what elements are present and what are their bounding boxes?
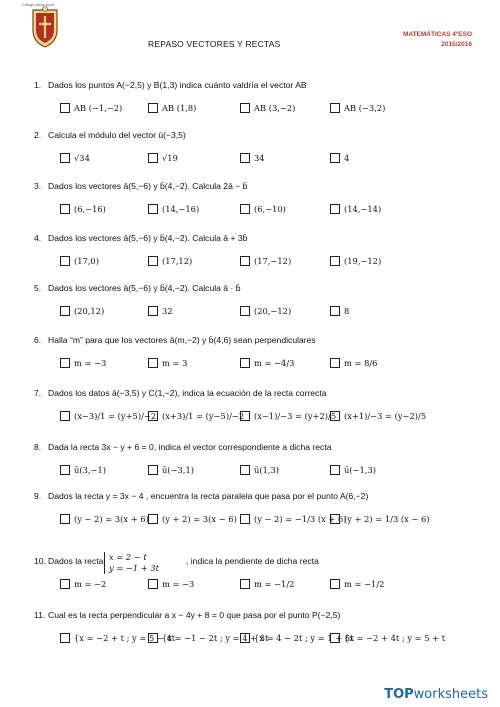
question-1 xyxy=(34,80,307,90)
answer-checkbox[interactable] xyxy=(240,358,250,368)
answer-options xyxy=(60,256,460,272)
answer-label: (y + 2) = 3(x − 6) xyxy=(162,514,237,524)
answer-checkbox[interactable] xyxy=(330,579,340,589)
answer-checkbox[interactable] xyxy=(60,153,70,163)
answer-label: 34 xyxy=(254,153,265,163)
q10-equation-x: x = 2 − t xyxy=(109,552,147,562)
q10-equation-y: y = −1 + 3t xyxy=(109,563,159,573)
question-number: 4. xyxy=(34,233,42,243)
answer-checkbox[interactable] xyxy=(240,306,250,316)
question-number: 5. xyxy=(34,283,42,293)
question-text: Dados los vectores ā(5,−6) y b̄(4,−2). Calcula ā · b̄ xyxy=(48,283,241,293)
question-9 xyxy=(34,491,368,501)
answer-option[interactable] xyxy=(148,153,178,163)
question-text: Dada la recta 3x − y + 6 = 0, indica el vector correspondiente a dicha recta xyxy=(48,442,332,452)
answer-label: m = 3 xyxy=(162,358,188,368)
answer-option[interactable] xyxy=(60,256,99,266)
school-year: 2015/2016 xyxy=(441,41,472,48)
answer-checkbox[interactable] xyxy=(240,465,250,475)
answer-options xyxy=(60,514,460,530)
answer-checkbox[interactable] xyxy=(60,579,70,589)
answer-checkbox[interactable] xyxy=(148,633,158,643)
answer-checkbox[interactable] xyxy=(240,256,250,266)
answer-label: (17,−12) xyxy=(254,256,292,266)
answer-checkbox[interactable] xyxy=(148,411,158,421)
answer-label: (17,0) xyxy=(74,256,99,266)
answer-label: (6,−10) xyxy=(254,204,286,214)
answer-option[interactable] xyxy=(240,579,294,589)
answer-option[interactable] xyxy=(330,411,426,421)
answer-label: m = −1/2 xyxy=(254,579,295,589)
answer-label: {x = −2 + t ; y = 5 − 4t xyxy=(74,633,176,643)
question-number: 3. xyxy=(34,181,42,191)
answer-options xyxy=(60,103,460,119)
answer-checkbox[interactable] xyxy=(330,306,340,316)
question-2 xyxy=(34,130,186,140)
answer-checkbox[interactable] xyxy=(240,153,250,163)
answer-option[interactable] xyxy=(240,153,265,163)
question-text: Dados los vectores ā(5,−6) y b̄(4,−2). Calcula ā + 3b̄ xyxy=(48,233,248,243)
answer-option[interactable] xyxy=(330,306,349,316)
answer-checkbox[interactable] xyxy=(148,579,158,589)
question-text: Dados los puntos A(−2,5) y B(1,3) indica cuánto valdría el vector AB xyxy=(48,80,307,90)
question-number: 1. xyxy=(34,80,42,90)
answer-option[interactable] xyxy=(240,256,291,266)
answer-option[interactable] xyxy=(60,465,106,475)
answer-label: {x = −1 − 2t ; y = 4 + 5t xyxy=(162,633,269,643)
answer-option[interactable] xyxy=(148,358,187,368)
school-crest-logo xyxy=(30,6,60,48)
answer-checkbox[interactable] xyxy=(330,465,340,475)
answer-option[interactable] xyxy=(330,465,376,475)
answer-label: ū(3,−1) xyxy=(74,465,106,475)
answer-checkbox[interactable] xyxy=(330,514,340,524)
answer-checkbox[interactable] xyxy=(60,411,70,421)
answer-label: m = −1/2 xyxy=(344,579,385,589)
answer-option[interactable] xyxy=(240,358,294,368)
answer-checkbox[interactable] xyxy=(330,153,340,163)
answer-label: (6,−16) xyxy=(74,204,106,214)
answer-checkbox[interactable] xyxy=(60,514,70,524)
answer-label: (y + 2) = 1/3 (x − 6) xyxy=(344,514,430,524)
answer-checkbox[interactable] xyxy=(330,633,340,643)
answer-label: {x = 4 − 2t ; y = 1 + 5t xyxy=(254,633,354,643)
answer-label: (x+1)/−3 = (y−2)/5 xyxy=(344,411,427,421)
question-11 xyxy=(34,610,340,620)
answer-label: ū(−3,1) xyxy=(162,465,194,475)
answer-checkbox[interactable] xyxy=(60,306,70,316)
answer-label: m = −3 xyxy=(162,579,195,589)
question-text: Halla “m” para que los vectores ā(m,−2) y b̄(4,6) sean perpendiculares xyxy=(48,335,316,345)
answer-option[interactable] xyxy=(148,514,237,524)
answer-label: 32 xyxy=(162,306,173,316)
answer-checkbox[interactable] xyxy=(148,514,158,524)
question-number: 11. xyxy=(34,610,46,620)
answer-label: √34 xyxy=(74,153,90,163)
answer-label: (14,−16) xyxy=(162,204,200,214)
answer-options xyxy=(60,306,460,322)
question-3 xyxy=(34,181,247,191)
answer-checkbox[interactable] xyxy=(60,204,70,214)
answer-checkbox[interactable] xyxy=(240,204,250,214)
question-text: Dados la recta y = 3x − 4 , encuentra la recta paralela que pasa por el punto A(6,−2) xyxy=(48,491,369,501)
question-number: 8. xyxy=(34,442,42,452)
answer-checkbox[interactable] xyxy=(148,256,158,266)
answer-option[interactable] xyxy=(330,103,385,113)
answer-label: ū(1,3) xyxy=(254,465,280,475)
answer-checkbox[interactable] xyxy=(148,358,158,368)
answer-label: 8 xyxy=(344,306,350,316)
subject-heading xyxy=(403,30,472,50)
question-number: 10. xyxy=(34,556,46,566)
answer-label: m = −3 xyxy=(74,358,107,368)
answer-options xyxy=(60,358,460,374)
answer-options xyxy=(60,633,460,649)
question-text: Cual es la recta perpendicular a x − 4y + 8 = 0 que pasa por el punto P(−2,5) xyxy=(48,610,341,620)
school-name: Colegio María Auxil xyxy=(22,3,55,7)
question-text: Dados la recta xyxy=(48,556,104,566)
answer-option[interactable] xyxy=(148,103,196,113)
answer-option[interactable] xyxy=(148,306,173,316)
answer-label: (20,−12) xyxy=(254,306,292,316)
answer-option[interactable] xyxy=(148,256,192,266)
answer-option[interactable] xyxy=(330,633,445,643)
answer-option[interactable] xyxy=(60,411,156,421)
answer-label: m = −4/3 xyxy=(254,358,295,368)
answer-checkbox[interactable] xyxy=(240,411,250,421)
answer-option[interactable] xyxy=(60,204,106,214)
question-text: Calcula el módulo del vector ū(−3,5) xyxy=(48,130,186,140)
answer-label: {x = −2 + 4t ; y = 5 + t xyxy=(344,633,446,643)
q10-equation-system xyxy=(104,552,159,574)
page-title: REPASO VECTORES Y RECTAS xyxy=(148,39,281,49)
answer-label: (14,−14) xyxy=(344,204,382,214)
answer-checkbox[interactable] xyxy=(60,465,70,475)
answer-checkbox[interactable] xyxy=(60,103,70,113)
answer-option[interactable] xyxy=(240,204,286,214)
answer-option[interactable] xyxy=(148,465,194,475)
answer-label: (x−3)/1 = (y+5)/−2 xyxy=(74,411,157,421)
answer-label: (x+3)/1 = (y−5)/−2 xyxy=(162,411,245,421)
answer-label: (20,12) xyxy=(74,306,105,316)
question-7 xyxy=(34,388,327,398)
subject-label: MATEMÁTICAS 4ºESO xyxy=(402,31,472,38)
answer-checkbox[interactable] xyxy=(60,633,70,643)
question-5 xyxy=(34,283,241,293)
question-8 xyxy=(34,442,332,452)
answer-checkbox[interactable] xyxy=(240,633,250,643)
answer-label: ū(−1,3) xyxy=(344,465,376,475)
answer-options xyxy=(60,465,460,481)
answer-checkbox[interactable] xyxy=(330,358,340,368)
question-6 xyxy=(34,335,316,345)
footer-brand xyxy=(384,687,488,702)
answer-option[interactable] xyxy=(60,358,106,368)
answer-option[interactable] xyxy=(148,579,194,589)
answer-label: AB (−1,−2) xyxy=(74,103,123,113)
answer-checkbox[interactable] xyxy=(330,103,340,113)
answer-label: m = −2 xyxy=(74,579,107,589)
answer-checkbox[interactable] xyxy=(148,306,158,316)
answer-option[interactable] xyxy=(60,103,122,113)
footer-brand-worksheets: worksheets xyxy=(413,687,488,702)
answer-label: AB (−3,2) xyxy=(344,103,386,113)
answer-option[interactable] xyxy=(330,358,377,368)
answer-checkbox[interactable] xyxy=(60,256,70,266)
answer-label: (y − 2) = −1/3 (x + 6) xyxy=(254,514,347,524)
answer-option[interactable] xyxy=(60,579,106,589)
answer-option[interactable] xyxy=(240,306,291,316)
answer-options xyxy=(60,153,460,169)
answer-option[interactable] xyxy=(240,411,336,421)
answer-checkbox[interactable] xyxy=(330,204,340,214)
answer-options xyxy=(60,204,460,220)
q10-prompt-tail: , indica la pendiente de dicha recta xyxy=(186,556,319,566)
answer-label: √19 xyxy=(162,153,178,163)
answer-checkbox[interactable] xyxy=(148,153,158,163)
answer-label: 4 xyxy=(344,153,350,163)
question-10 xyxy=(34,556,103,566)
question-text: Dados los vectores ā(5,−6) y b̄(4,−2). Calcula 2ā − b̄ xyxy=(48,181,248,191)
answer-option[interactable] xyxy=(60,153,90,163)
answer-option[interactable] xyxy=(148,204,199,214)
answer-checkbox[interactable] xyxy=(240,103,250,113)
answer-options xyxy=(60,411,460,427)
answer-option[interactable] xyxy=(240,103,295,113)
answer-checkbox[interactable] xyxy=(60,358,70,368)
answer-label: AB (3,−2) xyxy=(254,103,296,113)
answer-checkbox[interactable] xyxy=(148,204,158,214)
question-number: 6. xyxy=(34,335,42,345)
answer-checkbox[interactable] xyxy=(148,465,158,475)
answer-label: (y − 2) = 3(x + 6) xyxy=(74,514,149,524)
answer-label: (17,12) xyxy=(162,256,193,266)
question-text: Dados los datos ā(−3,5) y C(1,−2), indica la ecuación de la recta correcta xyxy=(48,388,327,398)
footer-brand-top: TOP xyxy=(384,687,414,702)
answer-option[interactable] xyxy=(240,465,279,475)
answer-checkbox[interactable] xyxy=(330,411,340,421)
answer-checkbox[interactable] xyxy=(240,514,250,524)
answer-option[interactable] xyxy=(330,256,381,266)
answer-option[interactable] xyxy=(60,306,104,316)
answer-checkbox[interactable] xyxy=(330,256,340,266)
question-number: 2. xyxy=(34,130,42,140)
answer-options xyxy=(60,579,460,595)
question-number: 7. xyxy=(34,388,42,398)
answer-option[interactable] xyxy=(330,514,430,524)
question-number: 9. xyxy=(34,491,42,501)
answer-option[interactable] xyxy=(330,153,349,163)
answer-label: AB (1,8) xyxy=(162,103,197,113)
answer-label: m = 8/6 xyxy=(344,358,378,368)
answer-checkbox[interactable] xyxy=(240,579,250,589)
answer-option[interactable] xyxy=(330,204,381,214)
answer-option[interactable] xyxy=(60,514,149,524)
answer-label: (19,−12) xyxy=(344,256,382,266)
answer-option[interactable] xyxy=(148,411,244,421)
question-4 xyxy=(34,233,247,243)
answer-label: (x−1)/−3 = (y+2)/5 xyxy=(254,411,337,421)
answer-checkbox[interactable] xyxy=(148,103,158,113)
answer-option[interactable] xyxy=(330,579,384,589)
